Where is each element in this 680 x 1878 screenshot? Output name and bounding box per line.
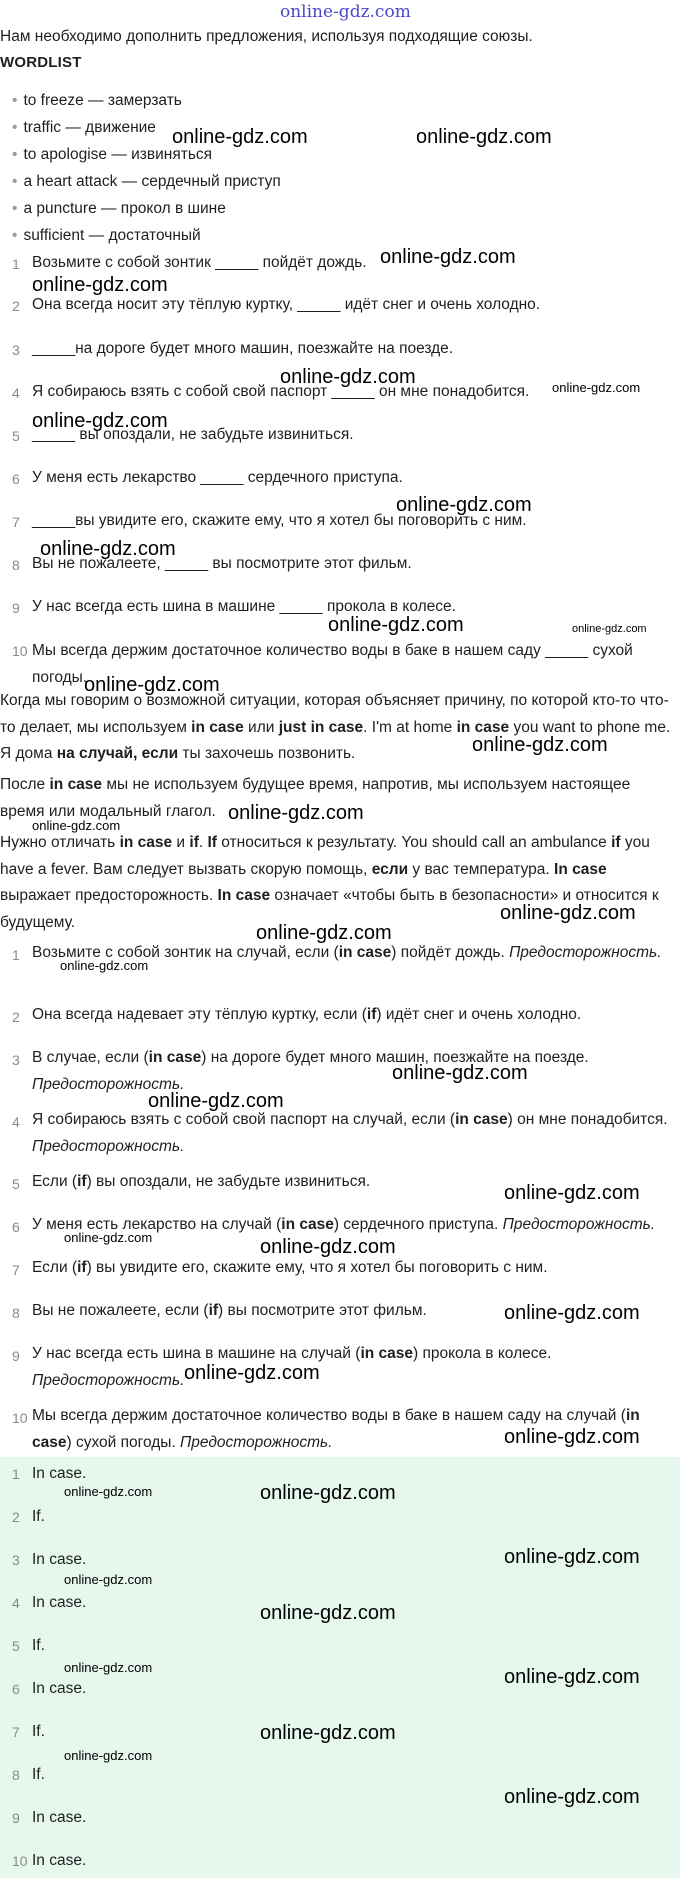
answer-number: 9 bbox=[12, 1810, 20, 1826]
exercise-text: У меня есть лекарство _____ сердечного приступа. bbox=[32, 469, 403, 486]
explanation-paragraph-2: После in case мы не используем будущее время, напротив, мы используем настоящее время или модальный глагол. bbox=[0, 776, 631, 820]
solution-text: В случае, если (in case) на дороге будет много машин, поезжайте на поезде. Предосторожность. bbox=[32, 1049, 589, 1093]
watermark: online-gdz.com bbox=[504, 1666, 640, 1688]
solution-number: 4 bbox=[12, 1114, 20, 1130]
answer-text: In case. bbox=[32, 1680, 87, 1697]
watermark: online-gdz.com bbox=[84, 674, 220, 696]
answer-number: 2 bbox=[12, 1509, 20, 1525]
answer-number: 3 bbox=[12, 1552, 20, 1568]
watermark: online-gdz.com bbox=[184, 1362, 320, 1384]
solution-number: 6 bbox=[12, 1219, 20, 1235]
answer-text: If. bbox=[32, 1637, 45, 1654]
watermark: online-gdz.com bbox=[260, 1236, 396, 1258]
watermark: online-gdz.com bbox=[256, 922, 392, 944]
solution-text: У меня есть лекарство на случай (in case) сердечного приступа. Предосторожность. bbox=[32, 1216, 656, 1233]
wordlist-item: • a puncture — прокол в шине bbox=[12, 200, 226, 218]
intro-text: Нам необходимо дополнить предложения, используя подходящие союзы. bbox=[0, 28, 533, 45]
watermark: online-gdz.com bbox=[504, 1182, 640, 1204]
watermark: online-gdz.com bbox=[416, 126, 552, 148]
watermark: online-gdz.com bbox=[260, 1482, 396, 1504]
explanation-paragraph-1: Когда мы говорим о возможной ситуации, которая объясняет причину, по которой кто-то что-то делает, мы используем in case или just in case. I'm at home in case you want to phone me. Я дома на случай, если ты захочешь позвонить. bbox=[0, 692, 671, 762]
watermark: online-gdz.com bbox=[60, 958, 149, 973]
watermark: online-gdz.com bbox=[380, 246, 516, 268]
watermark: online-gdz.com bbox=[228, 802, 364, 824]
solution-number: 2 bbox=[12, 1009, 20, 1025]
answer-number: 6 bbox=[12, 1681, 20, 1697]
exercise-text: Вы не пожалеете, _____ вы посмотрите этот фильм. bbox=[32, 555, 412, 572]
watermark: online-gdz.com bbox=[504, 1426, 640, 1448]
exercise-number: 6 bbox=[12, 471, 20, 487]
answer-text: In case. bbox=[32, 1551, 87, 1568]
exercise-text: _____ вы опоздали, не забудьте извиниться. bbox=[32, 426, 354, 443]
answer-text: If. bbox=[32, 1766, 45, 1783]
watermark: online-gdz.com bbox=[64, 1572, 153, 1587]
watermark: online-gdz.com bbox=[504, 1786, 640, 1808]
solution-text: У нас всегда есть шина в машине на случай (in case) прокола в колесе. Предосторожность. bbox=[32, 1345, 552, 1389]
exercise-number: 4 bbox=[12, 385, 20, 401]
answer-number: 7 bbox=[12, 1724, 20, 1740]
wordlist-item: • sufficient — достаточный bbox=[12, 227, 201, 245]
explanation-paragraph-3: Нужно отличать in case и if. If относиться к результату. You should call an ambulance if you have a fever. Вам следует вызвать скорую помощь, если у вас температура. In case выражает предосторожность. In case означает «чтобы быть в безопасности» и относится к будущему. bbox=[0, 834, 659, 931]
answer-number: 5 bbox=[12, 1638, 20, 1654]
exercise-text: _____на дороге будет много машин, поезжайте на поезде. bbox=[32, 340, 454, 357]
watermark: online-gdz.com bbox=[392, 1062, 528, 1084]
solution-text: Я собираюсь взять с собой свой паспорт на случай, если (in case) он мне понадобится. Предосторожность. bbox=[32, 1111, 668, 1155]
exercise-text: Мы всегда держим достаточное количество воды в баке в нашем саду _____ сухой погоды. bbox=[32, 642, 633, 686]
wordlist-title: WORDLIST bbox=[0, 54, 82, 71]
exercise-number: 8 bbox=[12, 557, 20, 573]
watermark: online-gdz.com bbox=[32, 818, 121, 833]
exercise-text: Она всегда носит эту тёплую куртку, _____ идёт снег и очень холодно. bbox=[32, 296, 541, 313]
solution-text: Она всегда надевает эту тёплую куртку, если (if) идёт снег и очень холодно. bbox=[32, 1006, 582, 1023]
watermark: online-gdz.com bbox=[328, 614, 464, 636]
exercise-number: 1 bbox=[12, 256, 20, 272]
solution-number: 9 bbox=[12, 1348, 20, 1364]
watermark: online-gdz.com bbox=[40, 538, 176, 560]
answer-number: 4 bbox=[12, 1595, 20, 1611]
solution-text: Возьмите с собой зонтик на случай, если (in case) пойдёт дождь. Предосторожность. bbox=[32, 944, 662, 961]
solution-number: 7 bbox=[12, 1262, 20, 1278]
watermark: online-gdz.com bbox=[32, 274, 168, 296]
solution-text: Мы всегда держим достаточное количество воды в баке в нашем саду на случай (in case) сухой погоды. Предосторожность. bbox=[32, 1407, 640, 1451]
exercise-text: _____вы увидите его, скажите ему, что я хотел бы поговорить с ним. bbox=[32, 512, 527, 529]
exercise-text: Я собираюсь взять с собой свой паспорт _____ он мне понадобится. bbox=[32, 383, 530, 400]
watermark: online-gdz.com bbox=[64, 1660, 153, 1675]
watermark: online-gdz.com bbox=[572, 623, 647, 635]
exercise-number: 7 bbox=[12, 514, 20, 530]
watermark: online-gdz.com bbox=[504, 1302, 640, 1324]
watermark: online-gdz.com bbox=[260, 1602, 396, 1624]
watermark: online-gdz.com bbox=[64, 1484, 153, 1499]
watermark-header: online-gdz.com bbox=[280, 2, 411, 22]
exercise-text: Возьмите с собой зонтик _____ пойдёт дождь. bbox=[32, 254, 367, 271]
watermark: online-gdz.com bbox=[32, 410, 168, 432]
watermark: online-gdz.com bbox=[64, 1230, 153, 1245]
exercise-number: 5 bbox=[12, 428, 20, 444]
watermark: online-gdz.com bbox=[64, 1748, 153, 1763]
watermark: online-gdz.com bbox=[396, 494, 532, 516]
solution-number: 10 bbox=[12, 1410, 28, 1426]
solution-text: Если (if) вы опоздали, не забудьте извиниться. bbox=[32, 1173, 371, 1190]
solution-number: 8 bbox=[12, 1305, 20, 1321]
exercise-text: У нас всегда есть шина в машине _____ прокола в колесе. bbox=[32, 598, 456, 615]
solution-number: 3 bbox=[12, 1052, 20, 1068]
watermark: online-gdz.com bbox=[504, 1546, 640, 1568]
watermark: online-gdz.com bbox=[148, 1090, 284, 1112]
watermark: online-gdz.com bbox=[280, 366, 416, 388]
solution-number: 1 bbox=[12, 947, 20, 963]
answer-number: 8 bbox=[12, 1767, 20, 1783]
watermark: online-gdz.com bbox=[472, 734, 608, 756]
wordlist-item: • to freeze — замерзать bbox=[12, 92, 182, 110]
answer-text: If. bbox=[32, 1723, 45, 1740]
watermark: online-gdz.com bbox=[172, 126, 308, 148]
wordlist-item: • to apologise — извиняться bbox=[12, 146, 212, 164]
exercise-number: 2 bbox=[12, 298, 20, 314]
answer-text: In case. bbox=[32, 1465, 87, 1482]
answer-text: In case. bbox=[32, 1852, 87, 1869]
watermark: online-gdz.com bbox=[260, 1722, 396, 1744]
wordlist-item: • traffic — движение bbox=[12, 119, 156, 137]
answer-text: If. bbox=[32, 1508, 45, 1525]
watermark: online-gdz.com bbox=[500, 902, 636, 924]
solution-text: Вы не пожалеете, если (if) вы посмотрите этот фильм. bbox=[32, 1302, 427, 1319]
exercise-number: 9 bbox=[12, 600, 20, 616]
solution-text: Если (if) вы увидите его, скажите ему, что я хотел бы поговорить с ним. bbox=[32, 1259, 548, 1276]
exercise-number: 3 bbox=[12, 342, 20, 358]
answer-number: 1 bbox=[12, 1466, 20, 1482]
answer-text: In case. bbox=[32, 1594, 87, 1611]
answer-number: 10 bbox=[12, 1853, 28, 1869]
answer-text: In case. bbox=[32, 1809, 87, 1826]
wordlist-item: • a heart attack — сердечный приступ bbox=[12, 173, 281, 191]
exercise-number: 10 bbox=[12, 643, 28, 659]
solution-number: 5 bbox=[12, 1176, 20, 1192]
watermark: online-gdz.com bbox=[552, 380, 641, 395]
